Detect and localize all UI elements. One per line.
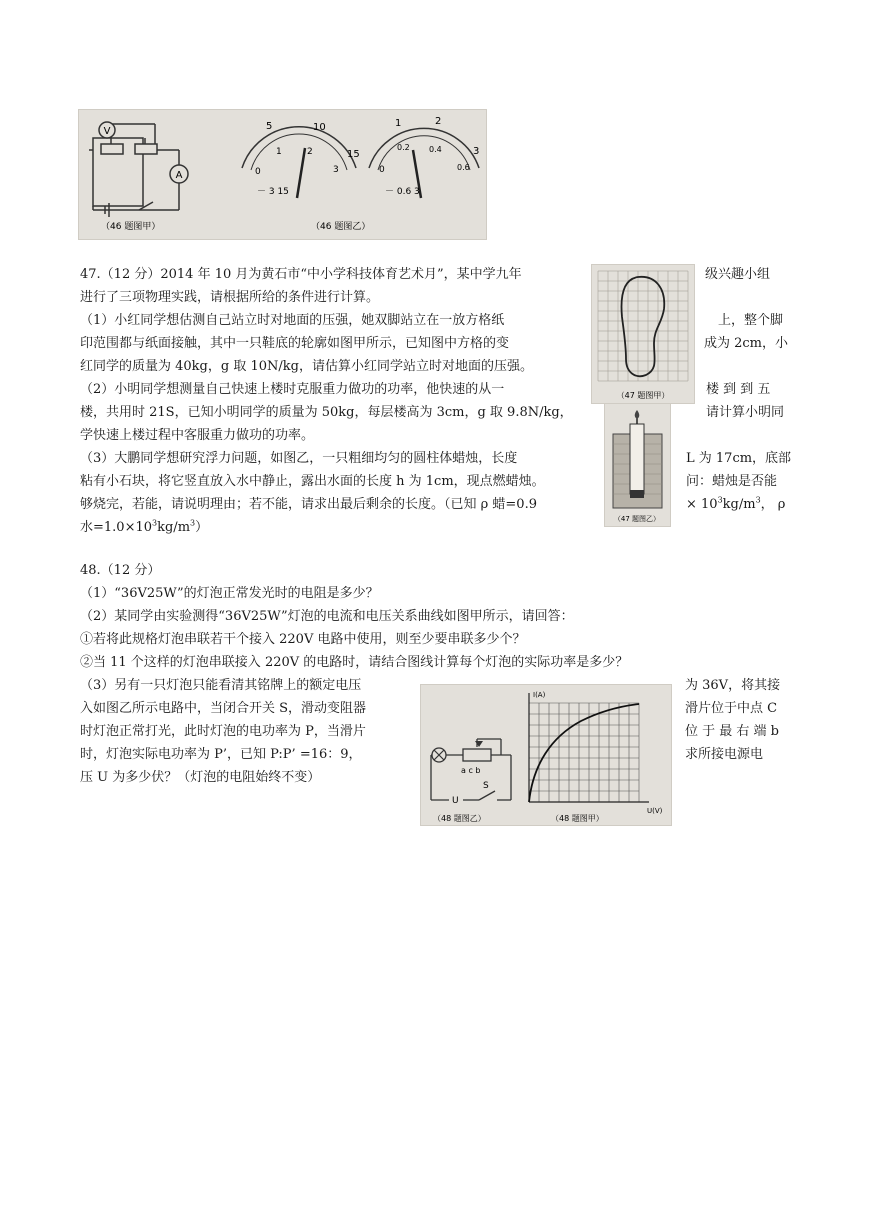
voltmeter-tick-10: 10 [313,122,326,133]
q47-line-3b: 上，整个脚 [718,313,784,328]
q47-line-6a: （2）小明同学想测量自己快速上楼时克服重力做功的功率，他快速的从一 [80,382,505,397]
stone [630,490,644,498]
figure-48-caption-b: （48 题图甲） [551,814,604,823]
q47-line-5: 红同学的质量为 40kg，g 取 10N/kg，请估算小红同学站立时对地面的压强。 [80,359,533,374]
q47-line-6b: 楼 到 到 五 [706,382,771,397]
figure-46-caption-b: （46 题图乙） [311,222,371,232]
voltmeter-terminals: － 3 15 [257,187,289,197]
ammeter-tick-0-6: 0.6 [457,163,470,172]
ammeter-tick-0: 0 [379,165,385,175]
q48-line-6b: 为 36V，将其接 [685,678,781,693]
flame-icon [635,410,640,419]
q47-line-11b: × $10^3kg/m^3$， ρ [686,495,786,512]
q47-line-10b: 问：蜡烛是否能 [686,474,778,489]
voltmeter-tick-1: 1 [276,147,282,157]
ammeter-dial [369,116,479,198]
voltmeter-tick-2: 2 [307,147,313,157]
figure-46-caption-a: （46 题图甲） [101,222,161,232]
ammeter-tick-2: 2 [435,116,442,127]
grid-lines [598,271,688,381]
iu-curve [529,704,639,802]
q48-line-9a: 时，灯泡实际电功率为 P’，已知 P:P’ =16：9， [80,747,362,762]
voltmeter-needle [297,148,305,198]
voltmeter-tick-5: 5 [266,121,273,132]
figure-47-caption-a: （47 题图甲） [616,391,670,400]
voltmeter-tick-15: 15 [347,149,360,160]
q47-line-4b: 成为 2cm，小 [704,336,789,351]
q47-line-1b: 级兴趣小组 [705,267,771,282]
x-axis-label: U(V) [647,807,663,815]
figure-47-caption-b: （47 题图乙） [613,515,661,523]
ammeter-tick-1: 1 [395,118,402,129]
q47-line-9b: L 为 17cm，底部 [686,451,792,466]
q48-line-8b: 位 于 最 右 端 b [685,724,779,739]
q47-line-7a: 楼，共用时 21S，已知小明同学的质量为 50kg，每层楼高为 3cm，g 取 9.8N/kg， [80,405,573,420]
q48-line-4: ①若将此规格灯泡串联若干个接入 220V 电路中使用，则至少要串联多少个？ [80,632,526,647]
q47-line-2: 进行了三项物理实践，请根据所给的条件进行计算。 [80,290,380,305]
q47-line-9a: （3）大鹏同学想研究浮力问题，如图乙，一只粗细均匀的圆柱体蜡烛，长度 [80,451,518,466]
ammeter-terminals: － 0.6 3 [385,187,420,197]
rheostat-terminals: a c b [461,766,481,775]
q47-line-3a: （1）小红同学想估测自己站立时对地面的压强，她双脚站立在一放方格纸 [80,313,505,328]
figure-47-b [604,403,671,527]
q47-line-11a: 够烧完，若能，请说明理由；若不能，请求出最后剩余的长度。（已知 ρ 蜡=0.9 [80,497,537,512]
q48-line-8a: 时灯泡正常打光，此时灯泡的电功率为 P，当滑片 [80,724,366,739]
q47-line-1a: 47.（12 分）2014 年 10 月为黄石市“中小学科技体育艺术月”，某中学九年 [80,267,522,282]
q47-line-10a: 粘有小石块，将它竖直放入水中静止，露出水面的长度 h 为 1cm，现点燃蜡烛。 [80,474,545,489]
figure-46-circuit [89,124,179,217]
voltmeter-dial [242,121,360,198]
source-label: U [452,796,459,806]
ammeter-label: A [175,170,183,181]
ammeter-tick-3: 3 [473,146,480,157]
q48-line-1: 48.（12 分） [80,563,161,578]
ammeter-tick-0-2: 0.2 [397,143,410,152]
iu-graph [529,691,663,815]
figure-46 [78,109,487,240]
q47-line-8: 学快速上楼过程中客服重力做功的功率。 [80,428,315,443]
q48-line-7a: 入如图乙所示电路中，当闭合开关 S，滑动变阻器 [80,701,367,716]
q48-line-3: （2）某同学由实验测得“36V25W”灯泡的电流和电压关系曲线如图甲所示，请回答： [80,609,574,624]
q47-line-12: 水$=1.0\times 10^3kg/m^3$） [80,518,209,535]
figure-48 [420,684,672,826]
q48-line-6a: （3）另有一只灯泡只能看清其铭牌上的额定电压 [80,678,362,693]
voltmeter-tick-3: 3 [333,165,339,175]
q48-line-7b: 滑片位于中点 C [685,701,778,716]
q48-line-10: 压 U 为多少伏？（灯泡的电阻始终不变） [80,770,321,785]
switch-label: S [483,781,489,791]
q48-line-2: （1）“36V25W”的灯泡正常发光时的电阻是多少？ [80,586,379,601]
voltmeter-tick-0: 0 [255,167,261,177]
figure-48-caption-a: （48 题图乙） [433,814,486,823]
q48-line-9b: 求所接电源电 [685,747,764,762]
ammeter-tick-0-4: 0.4 [429,145,442,154]
q47-line-7b: 请计算小明同 [706,405,785,420]
candle [630,424,644,494]
voltmeter-label: V [103,126,111,137]
q47-line-4a: 印范围都与纸面接触，其中一只鞋底的轮廓如图甲所示，已知图中方格的变 [80,336,510,351]
figure-47-a [591,264,695,404]
y-axis-label: I(A) [533,691,546,699]
q48-line-5: ②当 11 个这样的灯泡串联接入 220V 的电路时，请结合图线计算每个灯泡的实际功率是多少？ [80,655,629,670]
